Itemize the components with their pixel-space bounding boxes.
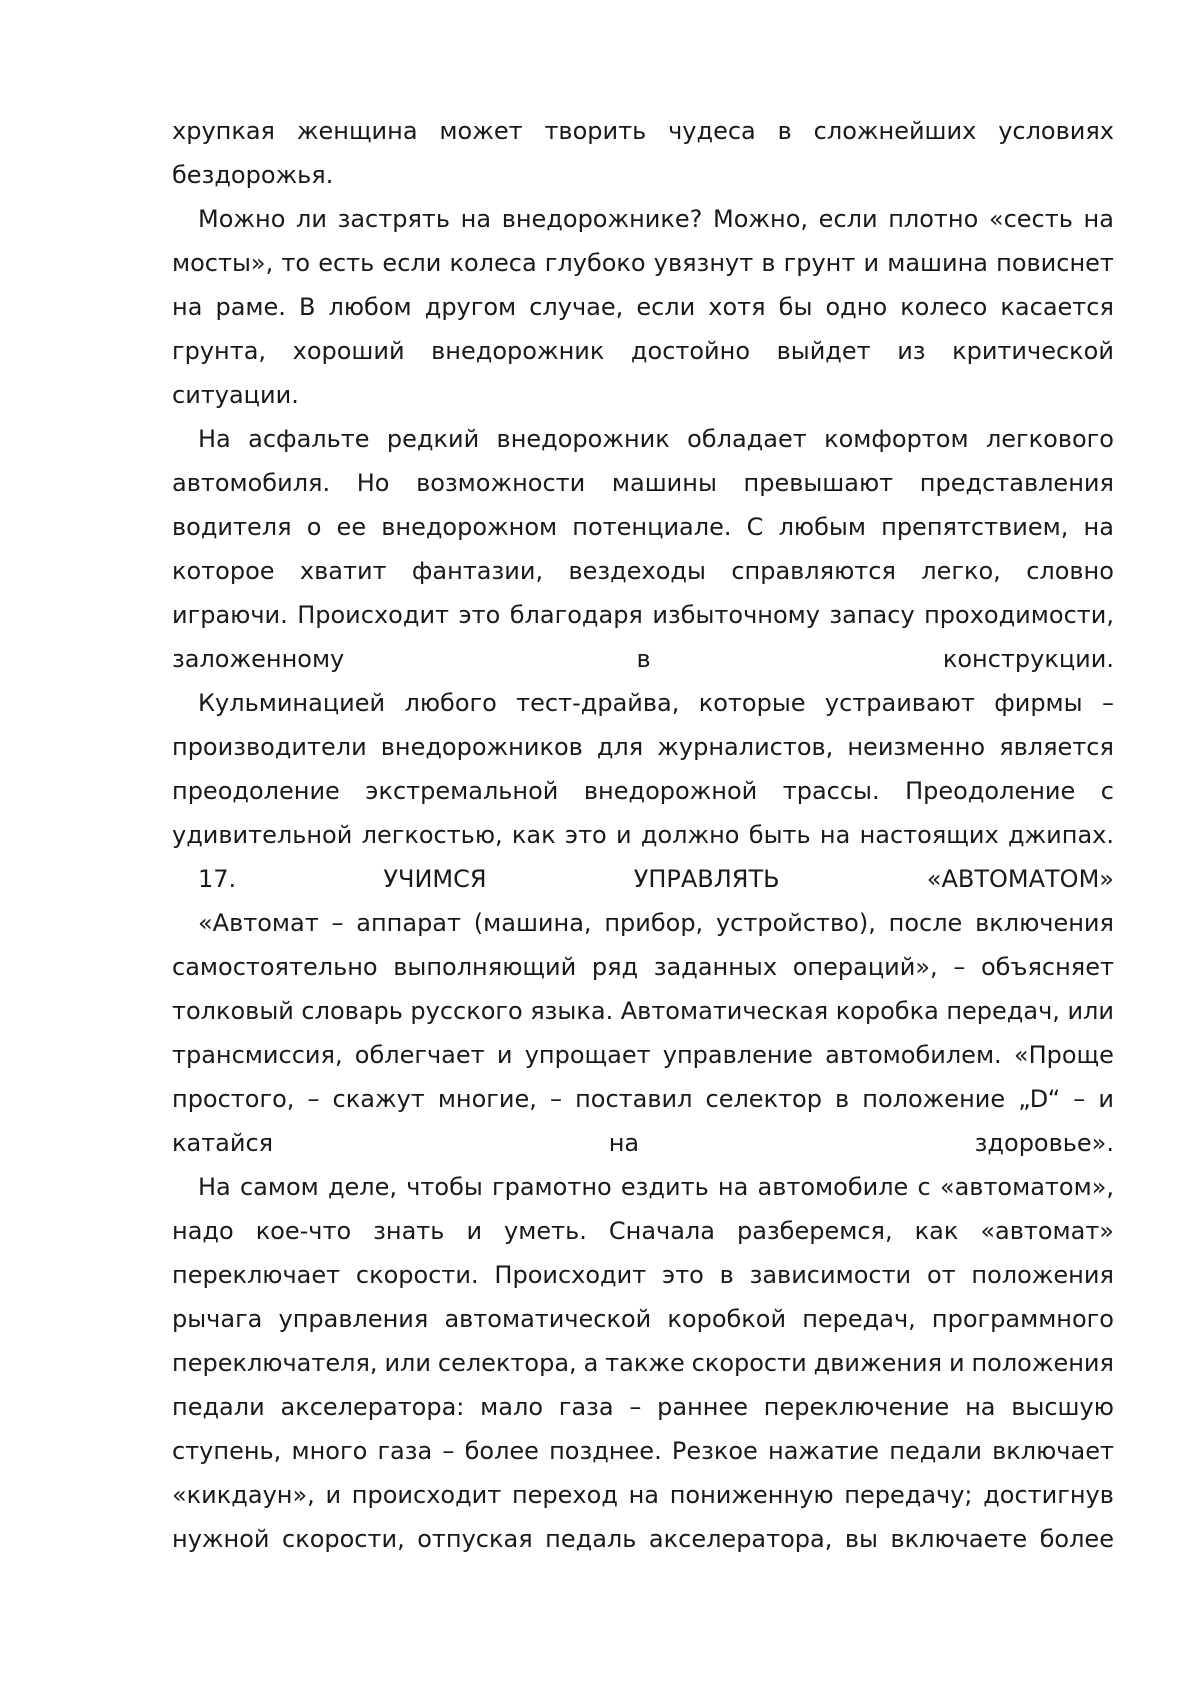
text-line: катайся на здоровье». bbox=[172, 1129, 1114, 1157]
text-line: трансмиссия, облегчает и упрощает управление автомобилем. «Проще bbox=[172, 1041, 1114, 1069]
text-line: рычага управления автоматической коробкой передач, программного bbox=[172, 1305, 1114, 1333]
paragraph-first-line: Можно ли застрять на внедорожнике? Можно, если плотно «сесть на bbox=[198, 205, 1114, 233]
paragraph-first-line: Кульминацией любого тест-драйва, которые устраивают фирмы – bbox=[198, 689, 1114, 717]
text-line: производители внедорожников для журналистов, неизменно является bbox=[172, 733, 1114, 761]
text-line: водителя о ее внедорожном потенциале. С любым препятствием, на bbox=[172, 513, 1114, 541]
text-line: переключателя, или селектора, а также скорости движения и положения bbox=[172, 1349, 1114, 1377]
text-line: автомобиля. Но возможности машины превышают представления bbox=[172, 469, 1114, 497]
text-line: переключает скорости. Происходит это в зависимости от положения bbox=[172, 1261, 1114, 1289]
text-line: нужной скорости, отпуская педаль акселератора, вы включаете более bbox=[172, 1525, 1114, 1553]
paragraph-first-line: 17. УЧИМСЯ УПРАВЛЯТЬ «АВТОМАТОМ» bbox=[198, 865, 1114, 893]
text-line: ступень, много газа – более позднее. Резкое нажатие педали включает bbox=[172, 1437, 1114, 1465]
text-line: заложенному в конструкции. bbox=[172, 645, 1114, 673]
text-line: простого, – скажут многие, – поставил селектор в положение „D“ – и bbox=[172, 1085, 1114, 1113]
paragraph-first-line: На самом деле, чтобы грамотно ездить на автомобиле с «автоматом», bbox=[198, 1173, 1114, 1201]
text-line: грунта, хороший внедорожник достойно выйдет из критической bbox=[172, 337, 1114, 365]
text-line: мосты», то есть если колеса глубоко увязнут в грунт и машина повиснет bbox=[172, 249, 1114, 277]
text-line: хрупкая женщина может творить чудеса в сложнейших условиях bbox=[172, 117, 1114, 145]
text-line: играючи. Происходит это благодаря избыточному запасу проходимости, bbox=[172, 601, 1114, 629]
text-line: педали акселератора: мало газа – раннее переключение на высшую bbox=[172, 1393, 1114, 1421]
paragraph-first-line: «Автомат – аппарат (машина, прибор, устройство), после включения bbox=[198, 909, 1114, 937]
text-line: толковый словарь русского языка. Автоматическая коробка передач, или bbox=[172, 997, 1114, 1025]
text-line: на раме. В любом другом случае, если хотя бы одно колесо касается bbox=[172, 293, 1114, 321]
text-line: которое хватит фантазии, вездеходы справляются легко, словно bbox=[172, 557, 1114, 585]
paragraph-first-line: На асфальте редкий внедорожник обладает комфортом легкового bbox=[198, 425, 1114, 453]
text-line: удивительной легкостью, как это и должно быть на настоящих джипах. bbox=[172, 821, 1114, 849]
text-line: надо кое-что знать и уметь. Сначала разберемся, как «автомат» bbox=[172, 1217, 1114, 1245]
text-line: ситуации. bbox=[172, 381, 299, 409]
text-line: бездорожья. bbox=[172, 161, 334, 189]
text-line: самостоятельно выполняющий ряд заданных операций», – объясняет bbox=[172, 953, 1114, 981]
text-line: преодоление экстремальной внедорожной трассы. Преодоление с bbox=[172, 777, 1114, 805]
text-line: «кикдаун», и происходит переход на пониженную передачу; достигнув bbox=[172, 1481, 1114, 1509]
document-body bbox=[172, 109, 1114, 1561]
